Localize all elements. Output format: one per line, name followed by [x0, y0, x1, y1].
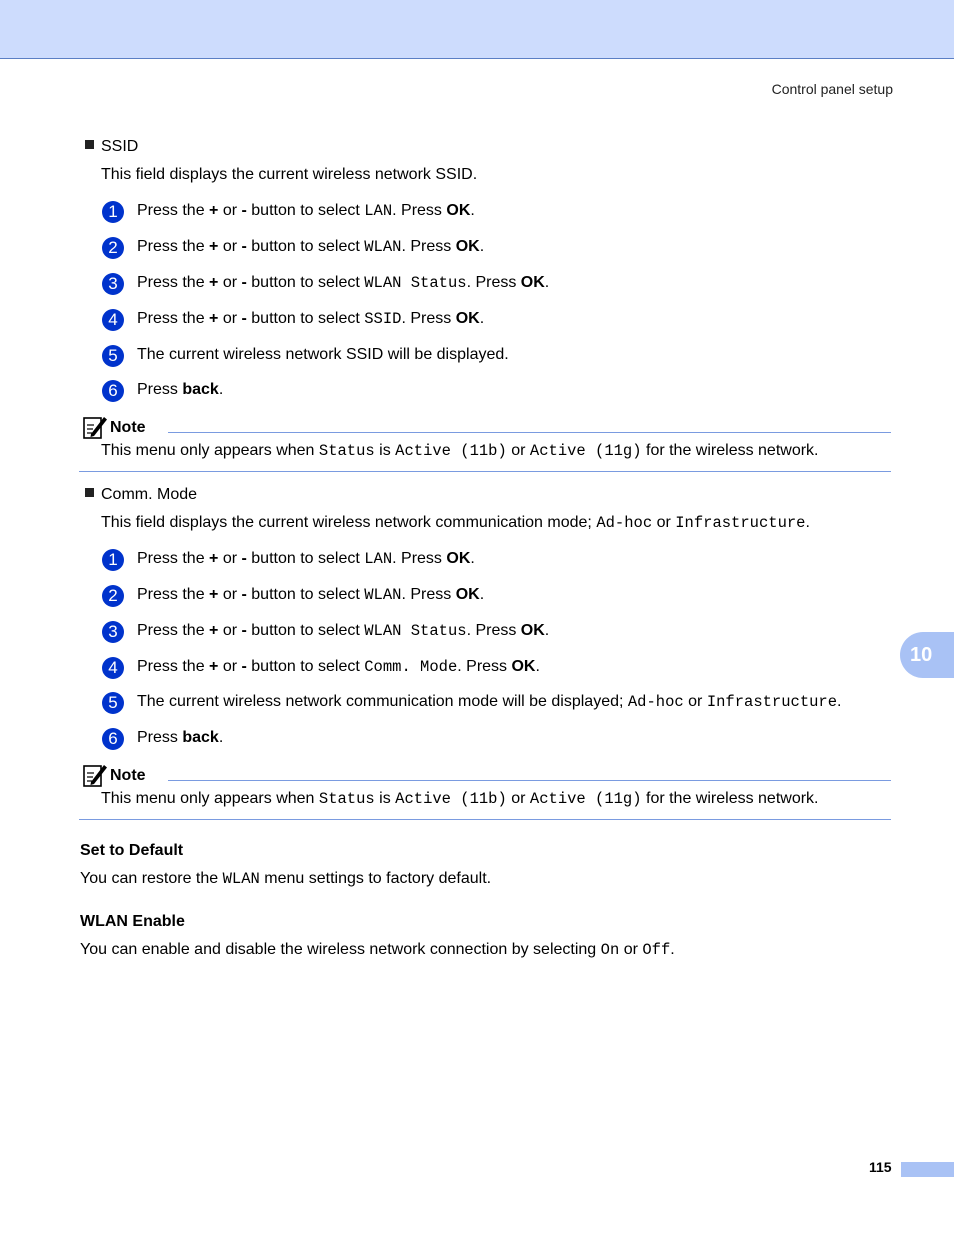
wlan-enable-heading: WLAN Enable: [80, 913, 185, 930]
step-text: Press back.: [137, 381, 224, 398]
running-title: Control panel setup: [771, 81, 893, 97]
page-number-bar: [901, 1162, 954, 1177]
note-pencil-icon: [82, 414, 108, 440]
step-number-badge: 1: [102, 549, 124, 571]
square-bullet-icon: [85, 488, 94, 497]
step-text: Press the + or - button to select LAN. Press OK.: [137, 202, 475, 220]
set-to-default-heading: Set to Default: [80, 842, 184, 859]
step-text: Press the + or - button to select WLAN Status. Press OK.: [137, 622, 550, 640]
step-text: Press the + or - button to select WLAN. Press OK.: [137, 238, 485, 256]
step-number-badge: 6: [102, 380, 124, 402]
wlan-enable-text: You can enable and disable the wireless network connection by selecting On or Off.: [80, 941, 675, 959]
note-pencil-icon: [82, 762, 108, 788]
comm-mode-heading: [85, 486, 197, 504]
chapter-tab: 10: [900, 632, 954, 678]
comm-mode-heading-text: Comm. Mode: [101, 486, 198, 503]
square-bullet-icon: [85, 140, 94, 149]
step-text: Press the + or - button to select LAN. Press OK.: [137, 550, 475, 568]
step-number-badge: 3: [102, 621, 124, 643]
note-label: Note: [110, 767, 146, 784]
step-number-badge: 4: [102, 309, 124, 331]
step-text: The current wireless network communication mode will be displayed; Ad-hoc or Infrastructure.: [137, 693, 842, 711]
ssid-description: This field displays the current wireless network SSID.: [101, 166, 478, 183]
step-text: Press the + or - button to select SSID. Press OK.: [137, 310, 485, 328]
note-bottom-rule: [79, 471, 891, 472]
step-text: The current wireless network SSID will be displayed.: [137, 346, 509, 363]
step-number-badge: 2: [102, 585, 124, 607]
top-band: [0, 0, 954, 59]
note-label: Note: [110, 419, 146, 436]
step-text: Press the + or - button to select Comm. Mode. Press OK.: [137, 658, 540, 676]
page-number: 115: [869, 1159, 892, 1175]
ssid-note-text: This menu only appears when Status is Active (11b) or Active (11g) for the wireless network.: [101, 442, 819, 460]
step-number-badge: 2: [102, 237, 124, 259]
note-top-rule: [168, 432, 891, 433]
step-number-badge: 5: [102, 345, 124, 367]
step-text: Press the + or - button to select WLAN Status. Press OK.: [137, 274, 550, 292]
set-to-default-text: You can restore the WLAN menu settings to factory default.: [80, 870, 492, 888]
ssid-heading: [85, 138, 138, 156]
step-number-badge: 6: [102, 728, 124, 750]
step-number-badge: 3: [102, 273, 124, 295]
step-number-badge: 1: [102, 201, 124, 223]
step-number-badge: 5: [102, 692, 124, 714]
step-number-badge: 4: [102, 657, 124, 679]
step-text: Press the + or - button to select WLAN. Press OK.: [137, 586, 485, 604]
step-text: Press back.: [137, 729, 224, 746]
comm-mode-description: This field displays the current wireless network communication mode; Ad-hoc or Infrastructure.: [101, 514, 810, 532]
note-bottom-rule: [79, 819, 891, 820]
ssid-heading-text: SSID: [101, 138, 139, 155]
note-top-rule: [168, 780, 891, 781]
comm-note-text: This menu only appears when Status is Active (11b) or Active (11g) for the wireless network.: [101, 790, 819, 808]
